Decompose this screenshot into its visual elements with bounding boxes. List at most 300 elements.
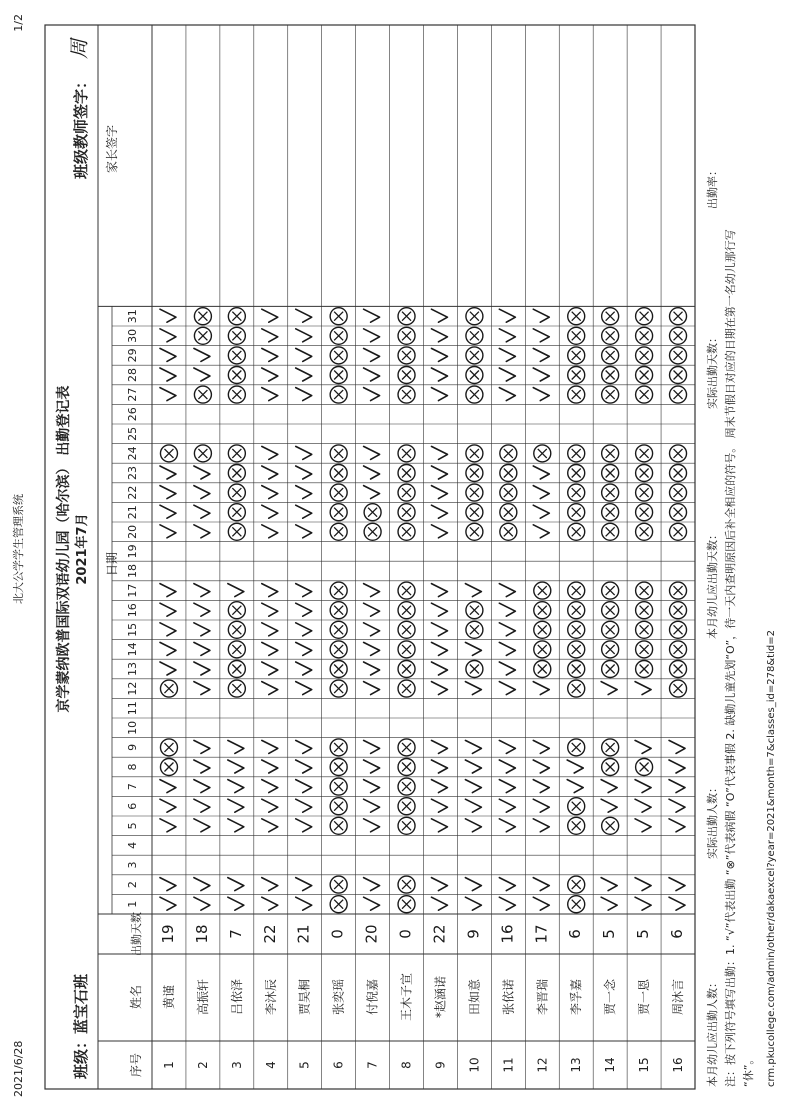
- absent-mark-x: [606, 665, 615, 674]
- header-parent-sign: 家长签字: [105, 124, 119, 174]
- present-mark: [499, 740, 515, 753]
- absent-mark: [330, 896, 347, 913]
- present-mark: [194, 662, 210, 675]
- absent-mark: [466, 602, 483, 619]
- footer-should-attend-days: 本月幼儿应出勤天数：: [706, 529, 719, 639]
- student-seq: 11: [501, 1057, 516, 1073]
- present-mark: [601, 799, 617, 812]
- present-mark: [228, 819, 244, 832]
- absent-mark-x: [232, 508, 241, 517]
- absent-mark-x: [334, 900, 343, 909]
- absent-mark: [398, 386, 415, 403]
- absent-mark: [398, 876, 415, 893]
- absent-mark-x: [402, 743, 411, 752]
- absent-mark: [568, 347, 585, 364]
- teacher-signature: 周: [67, 39, 91, 59]
- absent-mark: [602, 641, 619, 658]
- absent-mark: [670, 680, 687, 697]
- absent-mark-x: [606, 351, 615, 360]
- absent-mark: [568, 582, 585, 599]
- student-seq: 9: [433, 1061, 448, 1069]
- present-mark: [262, 799, 278, 812]
- present-mark: [160, 662, 176, 675]
- day-header-11: 11: [126, 701, 139, 716]
- present-mark: [499, 780, 515, 793]
- present-mark: [228, 740, 244, 753]
- absent-mark: [330, 739, 347, 756]
- absent-mark-x: [674, 371, 683, 380]
- absent-mark-x: [538, 645, 547, 654]
- absent-mark: [330, 641, 347, 658]
- absent-mark: [398, 778, 415, 795]
- absent-mark-x: [606, 371, 615, 380]
- present-mark: [262, 309, 278, 322]
- absent-mark: [602, 308, 619, 325]
- student-seq: 4: [263, 1061, 278, 1069]
- present-mark: [160, 819, 176, 832]
- present-mark: [194, 603, 210, 616]
- absent-mark-x: [572, 684, 581, 693]
- present-mark: [364, 819, 380, 832]
- absent-mark-x: [402, 331, 411, 340]
- absent-mark-x: [198, 331, 207, 340]
- present-mark: [160, 897, 176, 910]
- day-header-21: 21: [126, 505, 139, 520]
- present-mark: [431, 897, 447, 910]
- absent-mark: [466, 621, 483, 638]
- absent-mark-x: [470, 508, 479, 517]
- absent-mark-x: [640, 763, 649, 772]
- absent-mark: [228, 602, 245, 619]
- absent-mark-x: [470, 312, 479, 321]
- absent-mark-x: [606, 331, 615, 340]
- absent-mark-x: [402, 351, 411, 360]
- present-mark: [228, 780, 244, 793]
- absent-mark-x: [470, 527, 479, 536]
- day-header-3: 3: [126, 861, 139, 869]
- present-mark: [499, 584, 515, 597]
- present-mark: [669, 760, 685, 773]
- absent-mark: [602, 739, 619, 756]
- absent-mark: [330, 778, 347, 795]
- absent-mark: [500, 465, 517, 482]
- present-mark: [194, 760, 210, 773]
- present-mark: [499, 368, 515, 381]
- present-mark: [364, 740, 380, 753]
- present-mark: [228, 584, 244, 597]
- absent-mark-x: [572, 488, 581, 497]
- present-mark: [296, 780, 312, 793]
- absent-mark: [534, 445, 551, 462]
- present-mark: [194, 642, 210, 655]
- absent-mark-x: [538, 449, 547, 458]
- footer: [705, 165, 777, 1087]
- present-mark: [296, 878, 312, 891]
- absent-mark-x: [470, 351, 479, 360]
- absent-mark-x: [470, 331, 479, 340]
- student-name: 贾一恩: [637, 978, 652, 1016]
- absent-mark-x: [232, 371, 241, 380]
- absent-mark: [568, 876, 585, 893]
- absent-mark: [602, 386, 619, 403]
- present-mark: [296, 368, 312, 381]
- absent-mark: [330, 661, 347, 678]
- absent-mark: [228, 327, 245, 344]
- present-mark: [364, 878, 380, 891]
- absent-mark-x: [606, 469, 615, 478]
- day-header-29: 29: [126, 348, 139, 363]
- present-mark: [160, 505, 176, 518]
- absent-mark-x: [470, 665, 479, 674]
- present-mark: [194, 348, 210, 361]
- day-header-26: 26: [126, 407, 139, 422]
- absent-mark: [160, 680, 177, 697]
- present-mark: [296, 309, 312, 322]
- absent-mark: [636, 641, 653, 658]
- absent-mark-x: [402, 782, 411, 791]
- present-mark: [669, 819, 685, 832]
- absent-mark-x: [232, 665, 241, 674]
- day-header-1: 1: [126, 900, 139, 908]
- absent-mark: [636, 484, 653, 501]
- present-mark: [669, 799, 685, 812]
- present-mark: [160, 309, 176, 322]
- absent-mark: [568, 484, 585, 501]
- absent-mark: [534, 641, 551, 658]
- student-name: 李沐辰: [263, 978, 278, 1016]
- absent-mark: [500, 504, 517, 521]
- absent-mark: [466, 308, 483, 325]
- present-mark: [431, 525, 447, 538]
- absent-mark: [228, 680, 245, 697]
- present-mark: [533, 388, 549, 401]
- present-mark: [465, 780, 481, 793]
- present-mark: [262, 760, 278, 773]
- absent-mark: [398, 641, 415, 658]
- present-mark: [364, 682, 380, 695]
- present-mark: [194, 682, 210, 695]
- absent-mark-x: [572, 606, 581, 615]
- present-mark: [669, 780, 685, 793]
- present-mark: [194, 584, 210, 597]
- class-label: 班级：蓝宝石班: [72, 973, 90, 1079]
- present-mark: [364, 348, 380, 361]
- present-mark: [262, 525, 278, 538]
- present-mark: [431, 878, 447, 891]
- present-mark: [465, 799, 481, 812]
- day-header-17: 17: [126, 583, 139, 598]
- day-header-19: 19: [126, 544, 139, 559]
- present-mark: [533, 897, 549, 910]
- present-mark: [499, 760, 515, 773]
- absent-mark: [194, 445, 211, 462]
- absent-mark-x: [198, 449, 207, 458]
- present-mark: [533, 682, 549, 695]
- absent-mark-x: [334, 782, 343, 791]
- absent-mark: [534, 661, 551, 678]
- present-mark: [262, 740, 278, 753]
- form-title: 京学蒙纳欧普国际双语幼儿园（哈尔滨） 出勤登记表: [56, 385, 72, 713]
- absent-mark: [194, 386, 211, 403]
- present-mark: [262, 623, 278, 636]
- present-mark: [194, 486, 210, 499]
- student-attendance-days: 16: [498, 924, 517, 944]
- absent-mark-x: [470, 371, 479, 380]
- absent-mark-x: [334, 527, 343, 536]
- present-mark: [228, 878, 244, 891]
- present-mark: [160, 799, 176, 812]
- present-mark: [533, 368, 549, 381]
- present-mark: [499, 799, 515, 812]
- absent-mark: [568, 308, 585, 325]
- present-mark: [635, 780, 651, 793]
- absent-mark: [500, 484, 517, 501]
- present-mark: [194, 819, 210, 832]
- absent-mark-x: [640, 488, 649, 497]
- absent-mark: [228, 367, 245, 384]
- absent-mark: [228, 661, 245, 678]
- present-mark: [262, 662, 278, 675]
- absent-mark-x: [674, 331, 683, 340]
- present-mark: [601, 897, 617, 910]
- present-mark: [194, 505, 210, 518]
- present-mark: [499, 623, 515, 636]
- absent-mark: [568, 602, 585, 619]
- absent-mark: [398, 798, 415, 815]
- present-mark: [431, 466, 447, 479]
- present-mark: [194, 799, 210, 812]
- absent-mark-x: [198, 312, 207, 321]
- absent-mark-x: [572, 802, 581, 811]
- present-mark: [431, 486, 447, 499]
- absent-mark: [670, 445, 687, 462]
- student-rows: [159, 924, 686, 1072]
- absent-mark-x: [674, 527, 683, 536]
- present-mark: [296, 819, 312, 832]
- absent-mark: [398, 680, 415, 697]
- present-mark: [431, 388, 447, 401]
- student-seq: 6: [331, 1061, 346, 1069]
- present-mark: [431, 819, 447, 832]
- present-mark: [364, 642, 380, 655]
- absent-mark: [670, 523, 687, 540]
- absent-mark: [330, 445, 347, 462]
- student-attendance-days: 22: [430, 924, 449, 944]
- present-mark: [262, 897, 278, 910]
- day-header-25: 25: [126, 426, 139, 441]
- absent-mark-x: [402, 880, 411, 889]
- student-attendance-days: 7: [226, 929, 245, 939]
- absent-mark: [534, 582, 551, 599]
- absent-mark: [330, 484, 347, 501]
- absent-mark-x: [334, 684, 343, 693]
- present-mark: [533, 878, 549, 891]
- absent-mark: [466, 523, 483, 540]
- present-mark: [228, 760, 244, 773]
- absent-mark-x: [606, 449, 615, 458]
- present-mark: [431, 682, 447, 695]
- absent-mark-x: [402, 371, 411, 380]
- absent-mark: [330, 817, 347, 834]
- present-mark: [465, 682, 481, 695]
- present-mark: [499, 348, 515, 361]
- absent-mark: [398, 523, 415, 540]
- footer-actual-attend-count: 实际出勤人数：: [706, 782, 719, 859]
- absent-mark-x: [640, 312, 649, 321]
- absent-mark: [398, 465, 415, 482]
- day-header-31: 31: [126, 309, 139, 324]
- absent-mark-x: [504, 488, 513, 497]
- present-mark: [160, 623, 176, 636]
- present-mark: [431, 368, 447, 381]
- absent-mark: [330, 504, 347, 521]
- absent-mark-x: [674, 351, 683, 360]
- present-mark: [499, 878, 515, 891]
- present-mark: [296, 760, 312, 773]
- student-attendance-days: 17: [532, 924, 551, 944]
- absent-mark: [398, 817, 415, 834]
- present-mark: [431, 662, 447, 675]
- absent-mark: [398, 308, 415, 325]
- absent-mark: [636, 523, 653, 540]
- absent-mark-x: [334, 449, 343, 458]
- present-mark: [499, 682, 515, 695]
- present-mark: [364, 466, 380, 479]
- absent-mark: [466, 386, 483, 403]
- present-mark: [194, 780, 210, 793]
- footer-note: 注：按下列符号填写出勤：1. “√”代表出勤 “⊗”代表病假 “O”代表事假 2. 缺勤儿童先划“O”，待一天内查明原因后补全相应的符号。 周末节假日对应的日期在第一名幼儿那行写: [724, 229, 737, 1087]
- absent-mark-x: [504, 449, 513, 458]
- absent-mark-x: [674, 469, 683, 478]
- present-mark: [296, 329, 312, 342]
- absent-mark: [398, 504, 415, 521]
- absent-mark-x: [334, 508, 343, 517]
- absent-mark: [636, 465, 653, 482]
- absent-mark-x: [334, 821, 343, 830]
- absent-mark-x: [232, 527, 241, 536]
- student-seq: 10: [467, 1057, 482, 1073]
- present-mark: [160, 466, 176, 479]
- absent-mark-x: [606, 390, 615, 399]
- present-mark: [533, 760, 549, 773]
- present-mark: [194, 623, 210, 636]
- present-mark: [601, 682, 617, 695]
- present-mark: [296, 505, 312, 518]
- absent-mark: [636, 602, 653, 619]
- absent-mark: [160, 739, 177, 756]
- present-mark: [499, 662, 515, 675]
- present-mark: [160, 642, 176, 655]
- day-header-7: 7: [126, 783, 139, 791]
- present-mark: [228, 799, 244, 812]
- present-mark: [499, 603, 515, 616]
- absent-mark-x: [232, 312, 241, 321]
- absent-mark: [466, 327, 483, 344]
- absent-mark-x: [674, 508, 683, 517]
- student-attendance-days: 0: [396, 929, 415, 939]
- absent-mark-x: [606, 586, 615, 595]
- present-mark: [160, 780, 176, 793]
- absent-mark: [670, 582, 687, 599]
- day-header-14: 14: [126, 642, 139, 657]
- absent-mark-x: [402, 527, 411, 536]
- absent-mark-x: [402, 900, 411, 909]
- absent-mark-x: [402, 469, 411, 478]
- present-mark: [296, 897, 312, 910]
- absent-mark-x: [572, 351, 581, 360]
- present-mark: [533, 525, 549, 538]
- absent-mark-x: [334, 743, 343, 752]
- absent-mark-x: [232, 469, 241, 478]
- absent-mark-x: [334, 371, 343, 380]
- present-mark: [160, 878, 176, 891]
- absent-mark: [330, 621, 347, 638]
- absent-mark-x: [640, 390, 649, 399]
- absent-mark-x: [334, 390, 343, 399]
- absent-mark-x: [334, 606, 343, 615]
- absent-mark: [636, 621, 653, 638]
- footer-attendance-rate: 出勤率：: [706, 165, 719, 209]
- absent-mark-x: [640, 665, 649, 674]
- absent-mark-x: [470, 390, 479, 399]
- present-mark: [431, 348, 447, 361]
- present-mark: [364, 329, 380, 342]
- absent-mark-x: [606, 743, 615, 752]
- present-mark: [296, 799, 312, 812]
- present-mark: [262, 486, 278, 499]
- present-mark: [364, 603, 380, 616]
- absent-mark: [568, 680, 585, 697]
- present-mark: [364, 388, 380, 401]
- absent-mark-x: [470, 606, 479, 615]
- absent-mark-x: [334, 331, 343, 340]
- absent-mark-x: [640, 469, 649, 478]
- absent-mark-x: [606, 606, 615, 615]
- absent-mark-x: [572, 371, 581, 380]
- absent-mark: [568, 523, 585, 540]
- absent-mark-x: [538, 665, 547, 674]
- absent-mark-x: [606, 312, 615, 321]
- absent-mark-x: [402, 802, 411, 811]
- absent-mark-x: [232, 331, 241, 340]
- present-mark: [296, 466, 312, 479]
- absent-mark: [398, 621, 415, 638]
- absent-mark: [670, 367, 687, 384]
- absent-mark-x: [232, 449, 241, 458]
- absent-mark-x: [572, 880, 581, 889]
- absent-mark-x: [334, 351, 343, 360]
- student-seq: 13: [569, 1057, 584, 1073]
- student-attendance-days: 21: [294, 924, 313, 944]
- day-header-2: 2: [126, 881, 139, 889]
- present-mark: [465, 584, 481, 597]
- absent-mark: [228, 465, 245, 482]
- present-mark: [635, 740, 651, 753]
- present-mark: [160, 348, 176, 361]
- absent-mark: [602, 817, 619, 834]
- footer-note-end: “休”。: [742, 1053, 755, 1087]
- absent-mark-x: [674, 586, 683, 595]
- absent-mark-x: [232, 625, 241, 634]
- absent-mark-x: [640, 449, 649, 458]
- present-mark: [465, 878, 481, 891]
- absent-mark-x: [504, 527, 513, 536]
- present-mark: [296, 623, 312, 636]
- student-name: 周沐言: [671, 978, 686, 1016]
- absent-mark: [568, 739, 585, 756]
- present-mark: [431, 642, 447, 655]
- present-mark: [499, 642, 515, 655]
